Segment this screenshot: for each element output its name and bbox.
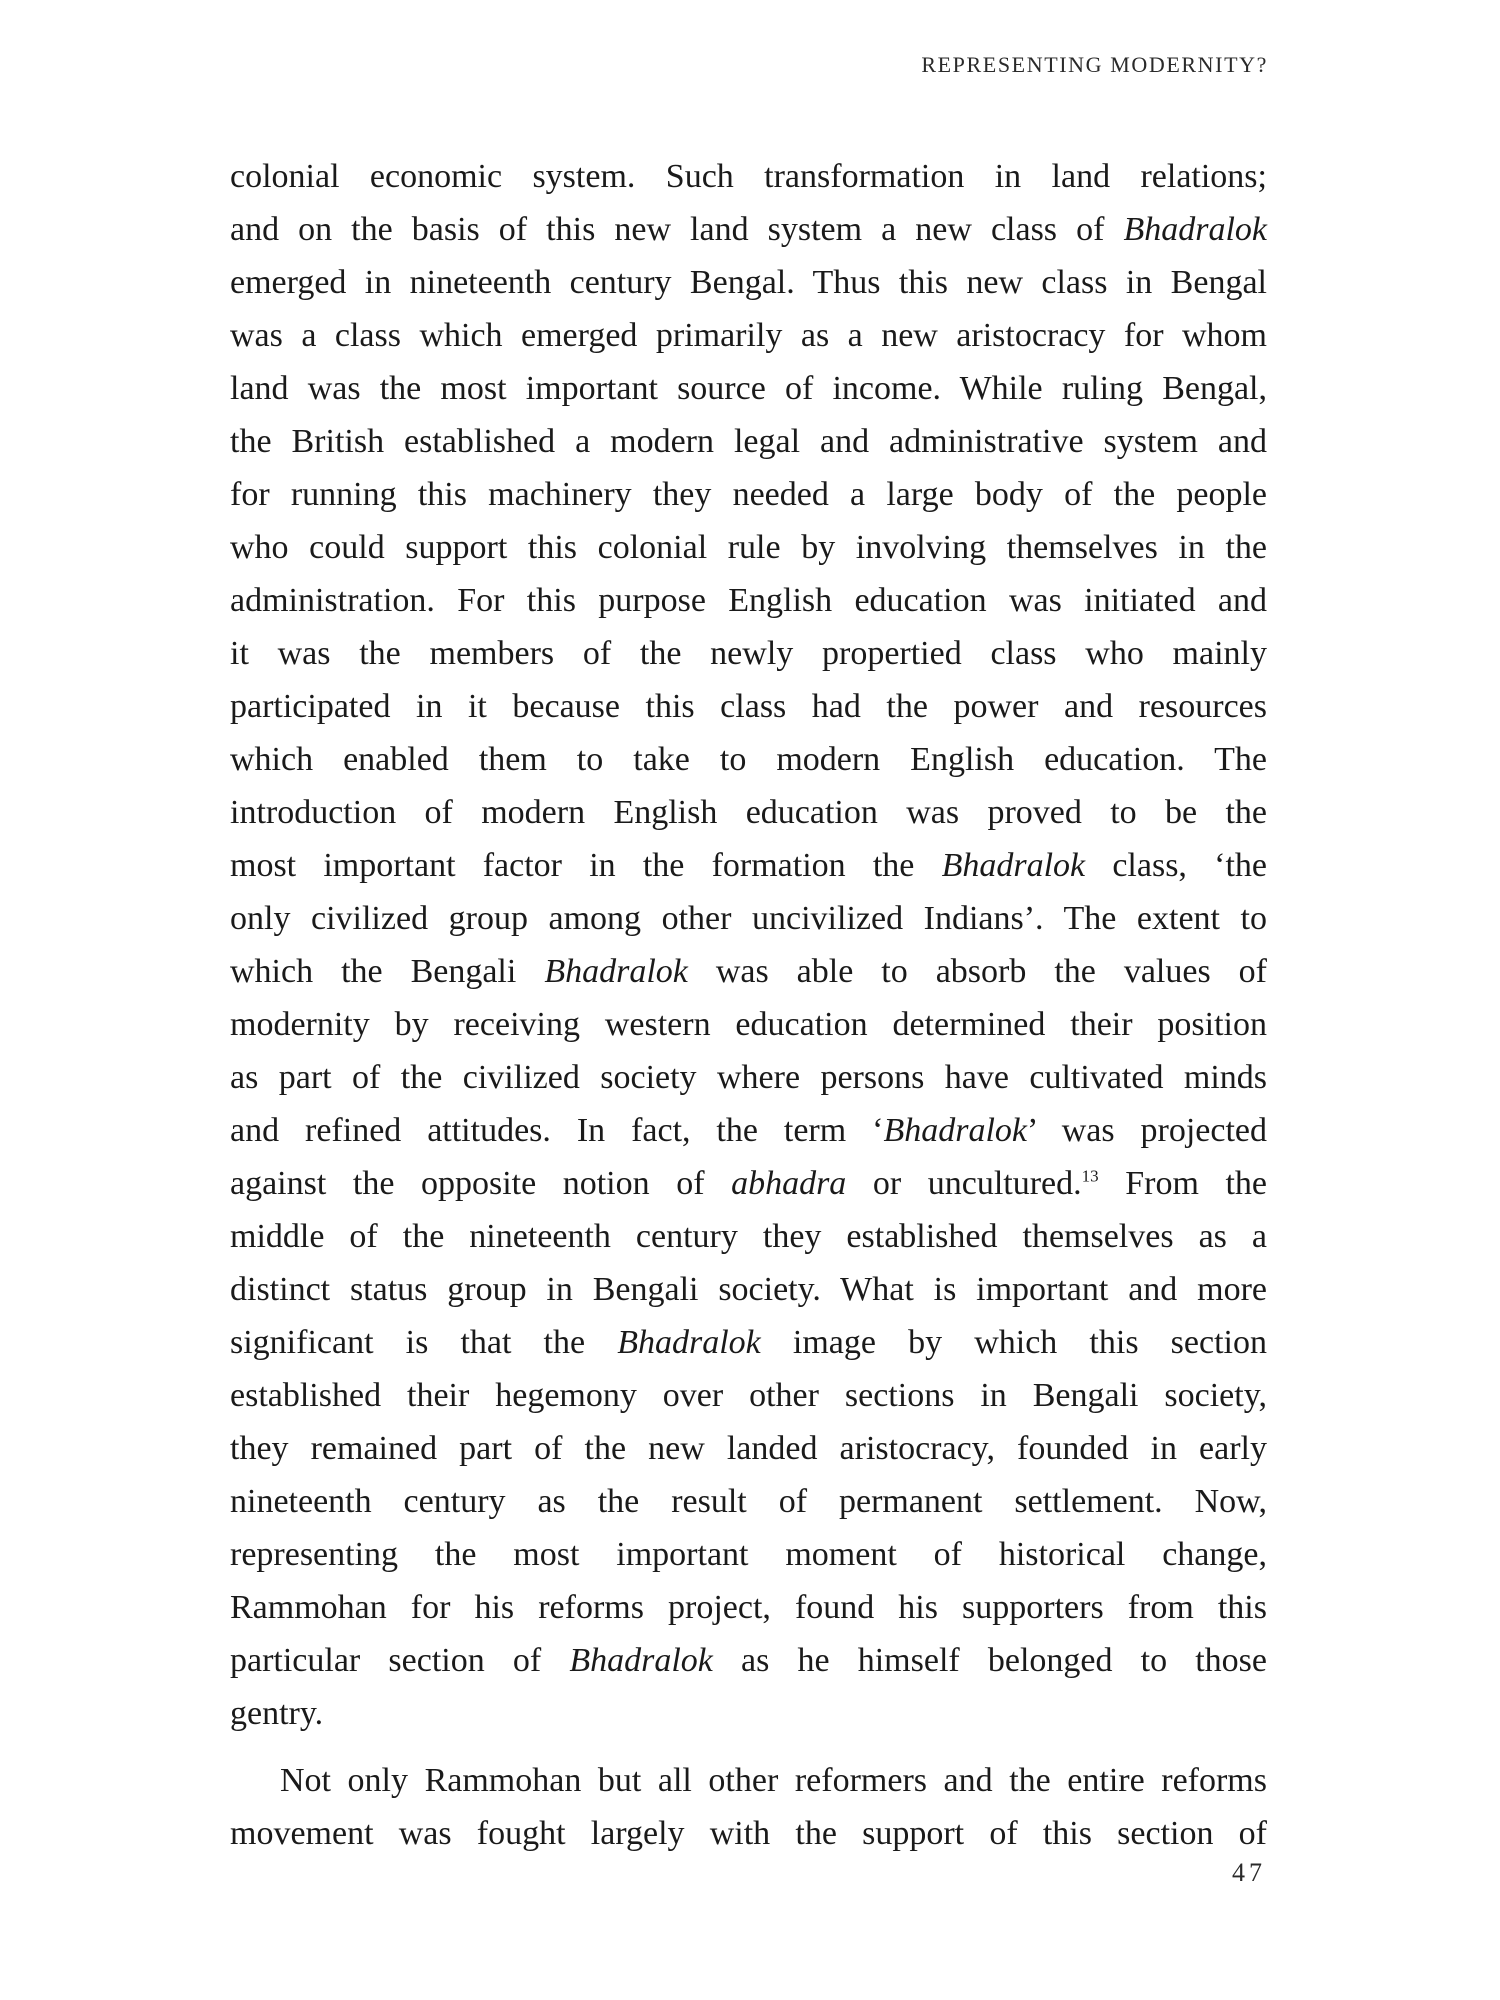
text-line bbox=[230, 362, 1267, 415]
italic-term: Bhadralok bbox=[617, 1324, 761, 1361]
text-run: movement was fought largely with the support of this section of bbox=[230, 1815, 1267, 1852]
text-line bbox=[230, 680, 1267, 733]
text-run: image by which this section bbox=[760, 1324, 1267, 1361]
text-run: Not only Rammohan but all other reformers and the entire reforms bbox=[280, 1762, 1267, 1799]
text-line bbox=[230, 1263, 1267, 1316]
text-run: nineteenth century as the result of permanent settlement. Now, bbox=[230, 1483, 1267, 1520]
italic-term: abhadra bbox=[731, 1165, 847, 1202]
text-run: or uncultured. bbox=[846, 1165, 1082, 1202]
text-run: particular section of bbox=[230, 1642, 570, 1679]
text-run: ’ was projected bbox=[1027, 1112, 1268, 1149]
page-number: 47 bbox=[1232, 1858, 1266, 1887]
text-run: middle of the nineteenth century they established themselves as a bbox=[230, 1218, 1267, 1255]
text-line bbox=[230, 1687, 1267, 1740]
italic-term: Bhadralok bbox=[1123, 211, 1267, 248]
text-run: it was the members of the newly propertied class who mainly bbox=[230, 635, 1267, 672]
text-line bbox=[230, 1422, 1267, 1475]
text-run: against the opposite notion of bbox=[230, 1165, 732, 1202]
text-line bbox=[230, 1157, 1267, 1210]
body-text bbox=[230, 150, 1267, 1860]
text-run: established their hegemony over other sections in Bengali society, bbox=[230, 1377, 1267, 1414]
text-run: and refined attitudes. In fact, the term ‘ bbox=[230, 1112, 884, 1149]
text-run: they remained part of the new landed aristocracy, founded in early bbox=[230, 1430, 1267, 1467]
text-run: From the bbox=[1098, 1165, 1267, 1202]
text-line bbox=[230, 1369, 1267, 1422]
text-run: was able to absorb the values of bbox=[687, 953, 1267, 990]
text-line bbox=[230, 150, 1267, 203]
text-run: for running this machinery they needed a large body of the people bbox=[230, 476, 1267, 513]
text-run: which the Bengali bbox=[230, 953, 545, 990]
text-line bbox=[230, 1528, 1267, 1581]
text-run: class, ‘the bbox=[1085, 847, 1267, 884]
text-run: land was the most important source of income. While ruling Bengal, bbox=[230, 370, 1267, 407]
text-run: most important factor in the formation the bbox=[230, 847, 942, 884]
text-line bbox=[230, 203, 1267, 256]
text-run: the British established a modern legal and administrative system and bbox=[230, 423, 1267, 460]
text-run: emerged in nineteenth century Bengal. Thus this new class in Bengal bbox=[230, 264, 1267, 301]
text-run: significant is that the bbox=[230, 1324, 618, 1361]
text-line bbox=[230, 892, 1267, 945]
text-line bbox=[230, 1475, 1267, 1528]
footnote-ref: 13 bbox=[1081, 1166, 1099, 1186]
italic-term: Bhadralok bbox=[544, 953, 688, 990]
text-line bbox=[230, 998, 1267, 1051]
italic-term: Bhadralok bbox=[883, 1112, 1027, 1149]
italic-term: Bhadralok bbox=[569, 1642, 713, 1679]
text-run: as he himself belonged to those bbox=[712, 1642, 1267, 1679]
text-line bbox=[230, 1634, 1267, 1687]
text-run: administration. For this purpose English education was initiated and bbox=[230, 582, 1267, 619]
text-line bbox=[230, 415, 1267, 468]
text-line bbox=[230, 309, 1267, 362]
text-line bbox=[230, 945, 1267, 998]
text-line bbox=[230, 1316, 1267, 1369]
text-run: gentry. bbox=[230, 1695, 324, 1732]
text-line bbox=[230, 1807, 1267, 1860]
text-run: as part of the civilized society where persons have cultivated minds bbox=[230, 1059, 1267, 1096]
text-line bbox=[230, 521, 1267, 574]
text-run: distinct status group in Bengali society. What is important and more bbox=[230, 1271, 1267, 1308]
text-run: colonial economic system. Such transformation in land relations; bbox=[230, 158, 1267, 195]
text-line bbox=[230, 468, 1267, 521]
text-run: introduction of modern English education was proved to be the bbox=[230, 794, 1267, 831]
text-run: participated in it because this class had the power and resources bbox=[230, 688, 1267, 725]
text-line bbox=[230, 627, 1267, 680]
text-run: who could support this colonial rule by involving themselves in the bbox=[230, 529, 1267, 566]
text-line bbox=[230, 839, 1267, 892]
text-line bbox=[230, 256, 1267, 309]
text-run: representing the most important moment of historical change, bbox=[230, 1536, 1267, 1573]
text-line bbox=[230, 1210, 1267, 1263]
text-line bbox=[230, 786, 1267, 839]
text-line bbox=[230, 1051, 1267, 1104]
italic-term: Bhadralok bbox=[941, 847, 1086, 884]
text-line bbox=[230, 1581, 1267, 1634]
text-line bbox=[230, 733, 1267, 786]
text-run: was a class which emerged primarily as a new aristocracy for whom bbox=[230, 317, 1267, 354]
text-line bbox=[230, 1754, 1267, 1807]
text-line bbox=[230, 574, 1267, 627]
text-run: modernity by receiving western education determined their position bbox=[230, 1006, 1267, 1043]
text-run: and on the basis of this new land system a new class of bbox=[230, 211, 1124, 248]
text-run: Rammohan for his reforms project, found his supporters from this bbox=[230, 1589, 1267, 1626]
running-head: REPRESENTING MODERNITY? bbox=[921, 52, 1268, 77]
text-line bbox=[230, 1104, 1267, 1157]
text-run: only civilized group among other uncivilized Indians’. The extent to bbox=[230, 900, 1267, 937]
text-run: which enabled them to take to modern English education. The bbox=[230, 741, 1267, 778]
